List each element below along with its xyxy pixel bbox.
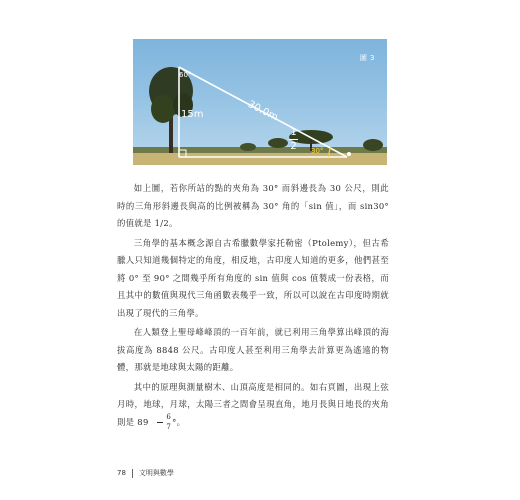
paragraph-suffix: °。	[172, 416, 186, 427]
page-number: 78	[117, 469, 126, 477]
paragraph-text: 如上圖，若你所站的點的夾角為 30° 而斜邊長為 30 公尺，則此時的三角形斜邊長與高的比例被稱為 30° 角的「sin 值」，而 sin30° 的值就是 1/2。	[117, 183, 389, 228]
triangle-photo-figure	[133, 39, 387, 165]
paragraph-text: 其中的原理與測量樹木、山頂高度是相同的。如右頁圖，出現上弦月時，地球，月球，太陽三者之間會呈現直角，地月長與日地長的夾角則是 89	[117, 381, 389, 427]
photo-illustration	[133, 39, 387, 165]
fraction-bar	[289, 139, 298, 140]
fraction-denominator: 7	[166, 422, 172, 431]
ratio-denominator: 2	[290, 141, 297, 152]
page-footer	[117, 468, 174, 478]
figure-label: 圖 3	[359, 54, 375, 62]
paragraph	[117, 324, 389, 377]
top-angle-label: 60°	[179, 71, 192, 79]
fraction-bar	[157, 422, 163, 423]
paragraph-text: 三角學的基本概念源自古希臘數學家托勒密（Ptolemy），但古希臘人只知道幾個特定的角度，相反地，古印度人知道的更多，他們甚至將 0° 至 90° 之間幾乎所有角度的 sin 值與 cos 值製成一份表格，而且其中的數值與現代三角函數表幾乎一致，所以可以說在古印度時期就出現了現代的三角學。	[117, 237, 389, 318]
observer-marker	[347, 152, 351, 156]
hypotenuse-label: 30.0m	[246, 99, 280, 124]
paragraph	[117, 235, 389, 323]
base-angle-label: 30°	[311, 147, 324, 155]
fraction-numerator: 6	[166, 412, 172, 421]
book-title: 文明與數學	[138, 469, 174, 477]
ratio-fraction	[289, 127, 298, 152]
height-label: 15m	[181, 109, 204, 120]
ratio-numerator: 1	[290, 127, 297, 138]
paragraph	[117, 180, 389, 233]
footer-divider	[132, 469, 133, 478]
paragraph-text: 在人類登上聖母峰峰頂的一百年前，就已利用三角學算出峰頂的海拔高度為 8848 公尺。古印度人甚至利用三角學去計算更為遙遠的物體，那就是地球與太陽的距離。	[117, 327, 389, 372]
paragraph	[117, 379, 389, 432]
inline-fraction	[150, 414, 172, 431]
body-text	[117, 180, 389, 433]
